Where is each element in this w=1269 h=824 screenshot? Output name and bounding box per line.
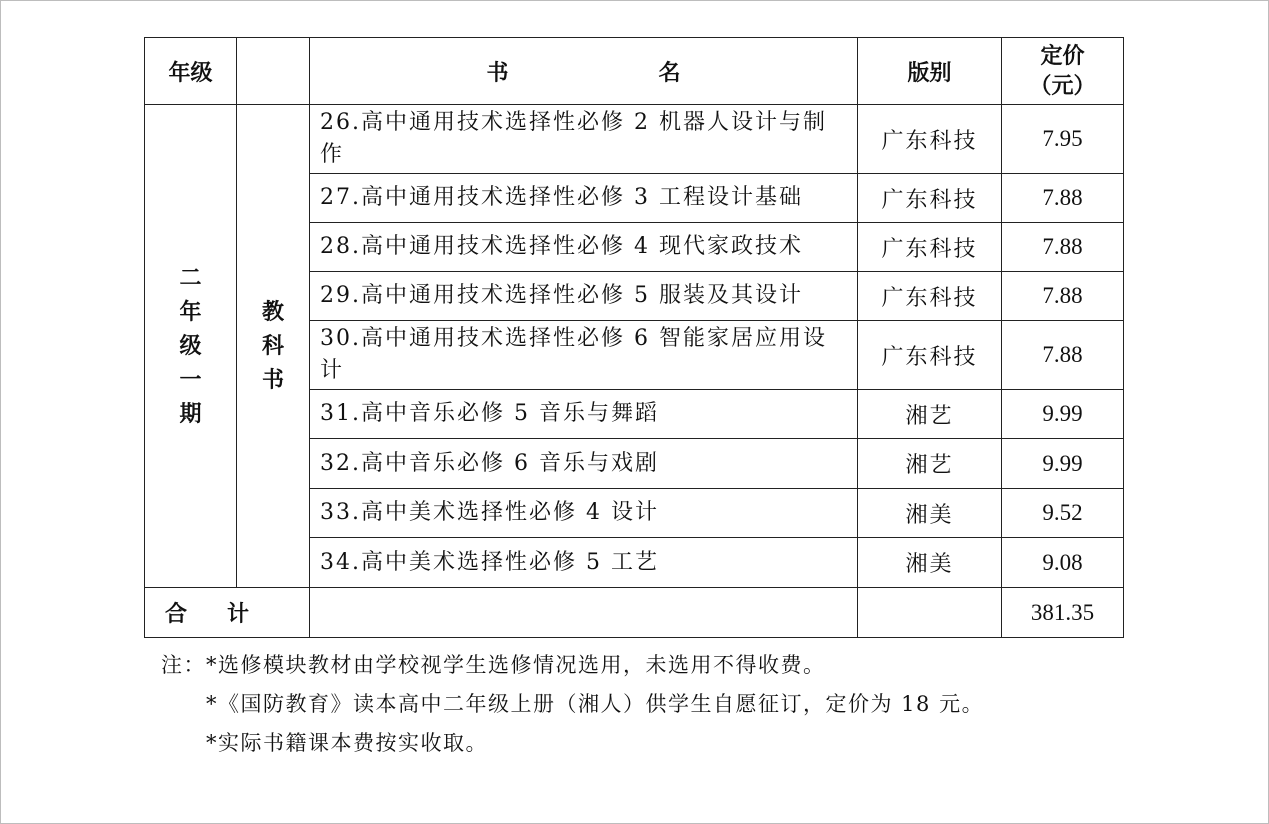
edition-cell: 广东科技 <box>858 174 1002 223</box>
edition-cell: 广东科技 <box>858 321 1002 390</box>
type-char: 教 <box>261 299 284 325</box>
edition-cell: 湘艺 <box>858 439 1002 489</box>
price-cell: 7.88 <box>1002 272 1124 321</box>
note-line: *实际书籍课本费按实收取。 <box>206 731 488 755</box>
note-line: *《国防教育》读本高中二年级上册（湘人）供学生自愿征订，定价为 18 元。 <box>206 692 985 716</box>
header-price <box>1002 38 1124 105</box>
edition-cell: 湘艺 <box>858 390 1002 439</box>
type-vertical-text <box>262 295 284 397</box>
edition-cell: 广东科技 <box>858 105 1002 174</box>
price-cell: 7.88 <box>1002 223 1124 272</box>
total-blank-cell <box>310 588 858 638</box>
grade-char: 期 <box>179 401 202 427</box>
book-name-cell: 32.高中音乐必修 6 音乐与戏剧 <box>310 439 858 489</box>
book-name-cell: 26.高中通用技术选择性必修 2 机器人设计与制作 <box>310 105 858 174</box>
grade-char: 二 <box>179 265 202 291</box>
notes-block <box>161 646 984 763</box>
header-edition: 版别 <box>858 38 1002 105</box>
type-char: 书 <box>261 367 284 393</box>
header-book-name-text: 书名 <box>486 59 831 86</box>
header-grade: 年级 <box>145 38 237 105</box>
note-line: 注：*选修模块教材由学校视学生选修情况选用，未选用不得收费。 <box>161 653 826 677</box>
book-name-cell: 34.高中美术选择性必修 5 工艺 <box>310 538 858 588</box>
book-name-cell: 29.高中通用技术选择性必修 5 服装及其设计 <box>310 272 858 321</box>
grade-vertical-text <box>179 261 201 431</box>
grade-char: 级 <box>179 333 202 359</box>
total-label: 合计 <box>145 588 310 638</box>
total-value: 381.35 <box>1002 588 1124 638</box>
edition-cell: 湘美 <box>858 538 1002 588</box>
price-cell: 7.95 <box>1002 105 1124 174</box>
book-name-cell: 31.高中音乐必修 5 音乐与舞蹈 <box>310 390 858 439</box>
price-cell: 9.99 <box>1002 439 1124 489</box>
price-cell: 7.88 <box>1002 174 1124 223</box>
edition-cell: 广东科技 <box>858 223 1002 272</box>
book-name-cell: 27.高中通用技术选择性必修 3 工程设计基础 <box>310 174 858 223</box>
table-header-row <box>145 38 1124 105</box>
table-row <box>145 105 1124 174</box>
book-name-cell: 33.高中美术选择性必修 4 设计 <box>310 489 858 538</box>
header-price-line1: 定价 <box>1040 43 1085 69</box>
header-book-name <box>310 38 858 105</box>
price-cell: 9.99 <box>1002 390 1124 439</box>
textbook-price-table <box>144 37 1124 638</box>
edition-cell: 广东科技 <box>858 272 1002 321</box>
header-blank <box>237 38 310 105</box>
type-group-cell <box>237 105 310 588</box>
edition-cell: 湘美 <box>858 489 1002 538</box>
price-cell: 9.08 <box>1002 538 1124 588</box>
total-blank-cell <box>858 588 1002 638</box>
book-name-cell: 30.高中通用技术选择性必修 6 智能家居应用设计 <box>310 321 858 390</box>
price-cell: 9.52 <box>1002 489 1124 538</box>
price-cell: 7.88 <box>1002 321 1124 390</box>
grade-char: 年 <box>179 299 202 325</box>
total-row <box>145 588 1124 638</box>
header-price-line2: （元） <box>1029 73 1096 99</box>
book-name-cell: 28.高中通用技术选择性必修 4 现代家政技术 <box>310 223 858 272</box>
grade-char: 一 <box>179 367 202 393</box>
grade-group-cell <box>145 105 237 588</box>
type-char: 科 <box>261 333 284 359</box>
